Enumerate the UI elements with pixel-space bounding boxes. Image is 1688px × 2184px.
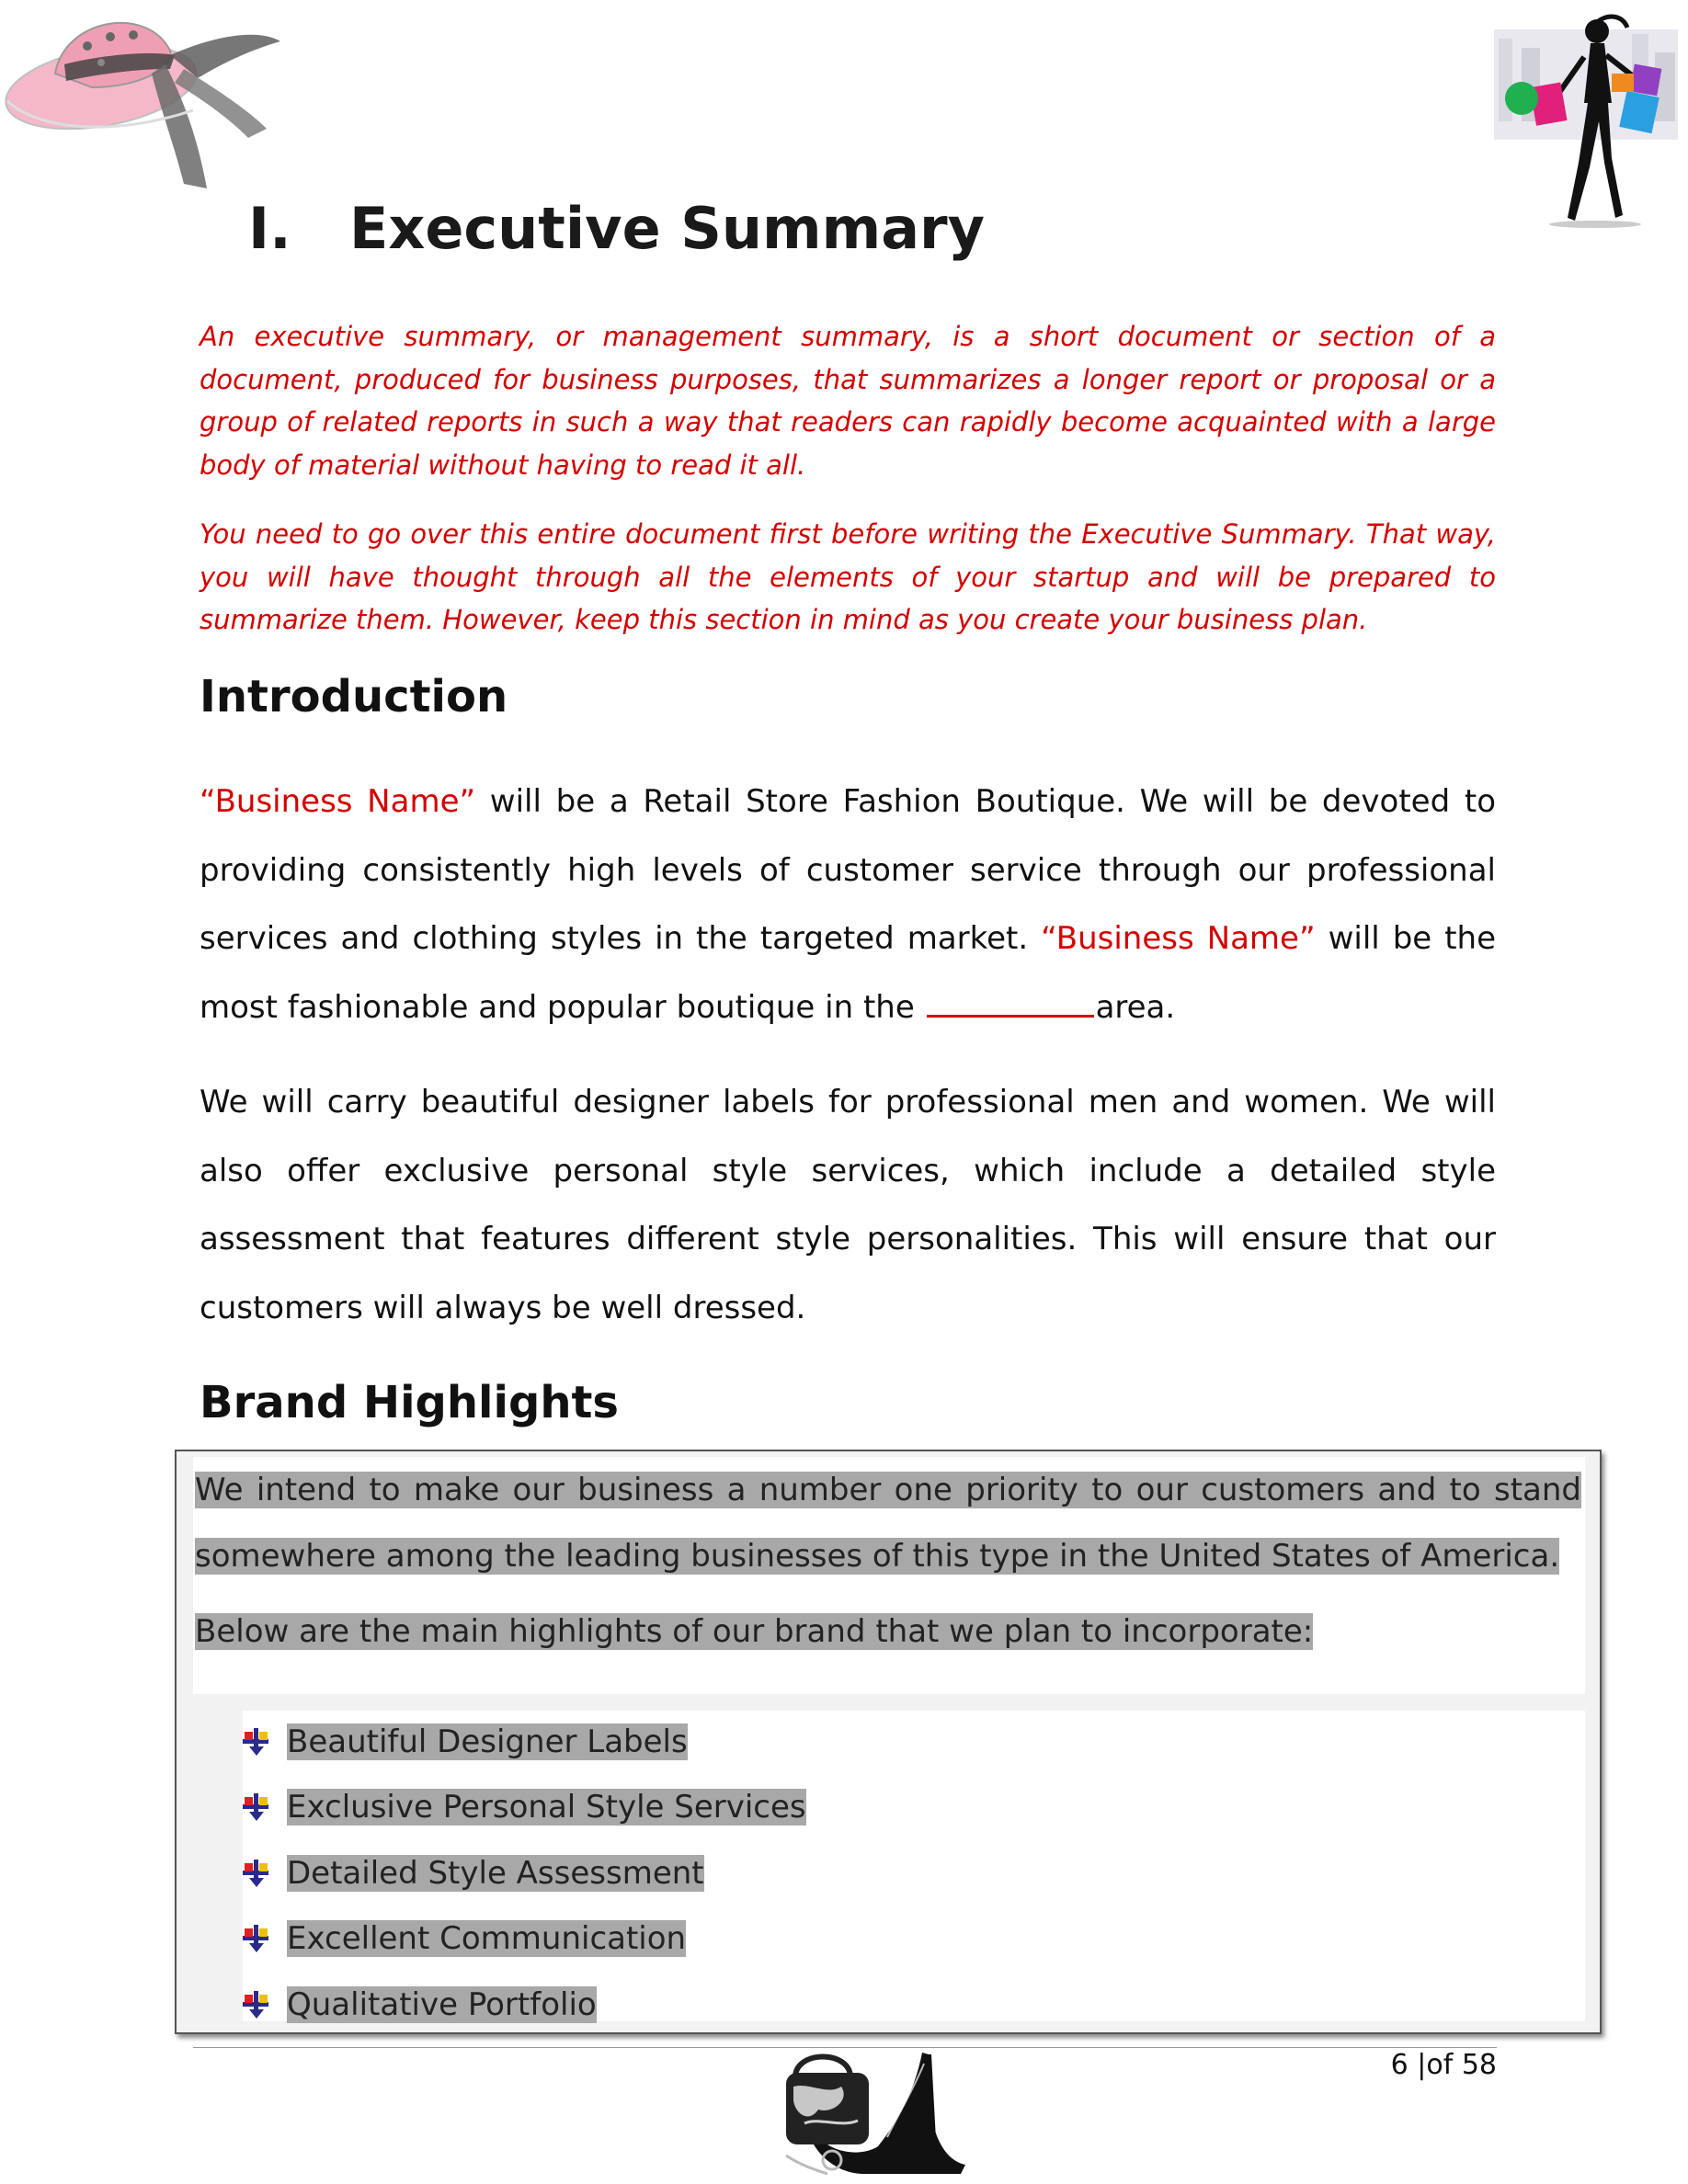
text-run: will be a Retail Store Fashion Boutique. We will be devoted to providing consistently high levels of customer service through our professional services and clothing styles in the targeted market. [200, 783, 1496, 957]
list-item-label: Excellent Communication [287, 1920, 687, 1958]
highlighted-text: We intend to make our business a number one priority to our customers and to stand somewhere among the leading businesses of this type in the United States of America. [195, 1472, 1581, 1575]
handbag-heel-icon [777, 2036, 970, 2183]
section-title: Executive Summary [349, 195, 986, 262]
list-item [241, 1709, 806, 1775]
hat-icon [0, 0, 294, 198]
area-blank-field[interactable] [927, 987, 1094, 1018]
page-title [248, 195, 985, 262]
brand-highlights-box [175, 1450, 1602, 2034]
instruction-note: An executive summary, or management summary, is a short document or section of a document, produced for business purposes, that summarizes a longer report or proposal or a group of related reports in such a way that readers can rapidly become acquainted with a large body of material without having to read it all. [200, 321, 1496, 481]
list-item-label: Qualitative Portfolio [287, 1985, 597, 2023]
text-run: area. [1095, 988, 1176, 1026]
introduction-heading: Introduction [200, 671, 508, 722]
business-name-placeholder[interactable]: “Business Name” [1041, 920, 1316, 957]
cross-arrow-bullet-icon [241, 1858, 272, 1889]
shopper-icon [1494, 11, 1682, 232]
business-name-placeholder[interactable]: “Business Name” [200, 783, 476, 820]
cross-arrow-bullet-icon [241, 1989, 272, 2020]
list-item [241, 1972, 806, 2038]
page-number [1391, 2049, 1497, 2081]
highlighted-text: Below are the main highlights of our brand that we plan to incorporate: [195, 1613, 1314, 1650]
list-item-label: Detailed Style Assessment [287, 1854, 704, 1892]
total-pages: |of 58 [1417, 2049, 1497, 2081]
list-item [241, 1906, 806, 1973]
cross-arrow-bullet-icon [241, 1726, 272, 1757]
cross-arrow-bullet-icon [241, 1923, 272, 1954]
current-page: 6 [1390, 2049, 1409, 2081]
brand-paragraph [195, 1457, 1581, 1589]
list-item-label: Exclusive Personal Style Services [287, 1789, 806, 1826]
list-item [241, 1840, 806, 1906]
cross-arrow-bullet-icon [241, 1792, 272, 1823]
introduction-paragraph: We will carry beautiful designer labels for professional men and women. We will also offer exclusive personal style services, which include a detailed style assessment that features different style personalities. This will ensure that our customers will always be well dressed. [200, 1084, 1496, 1326]
highlights-list [241, 1709, 806, 2038]
brand-highlights-heading: Brand Highlights [200, 1377, 619, 1428]
text-run: will be the most fashionable and popular boutique in the [200, 920, 1497, 1026]
list-item-label: Beautiful Designer Labels [287, 1723, 688, 1760]
introduction-paragraph [200, 768, 1496, 1041]
instruction-note: You need to go over this entire document first before writing the Executive Summary. That way, you will have thought through all the elements of your startup and will be prepared to summarize them. However, keep this section in mind as you create your business plan. [200, 518, 1496, 635]
brand-paragraph [195, 1598, 1581, 1665]
list-item [241, 1775, 806, 1841]
section-number: I. [248, 195, 291, 262]
